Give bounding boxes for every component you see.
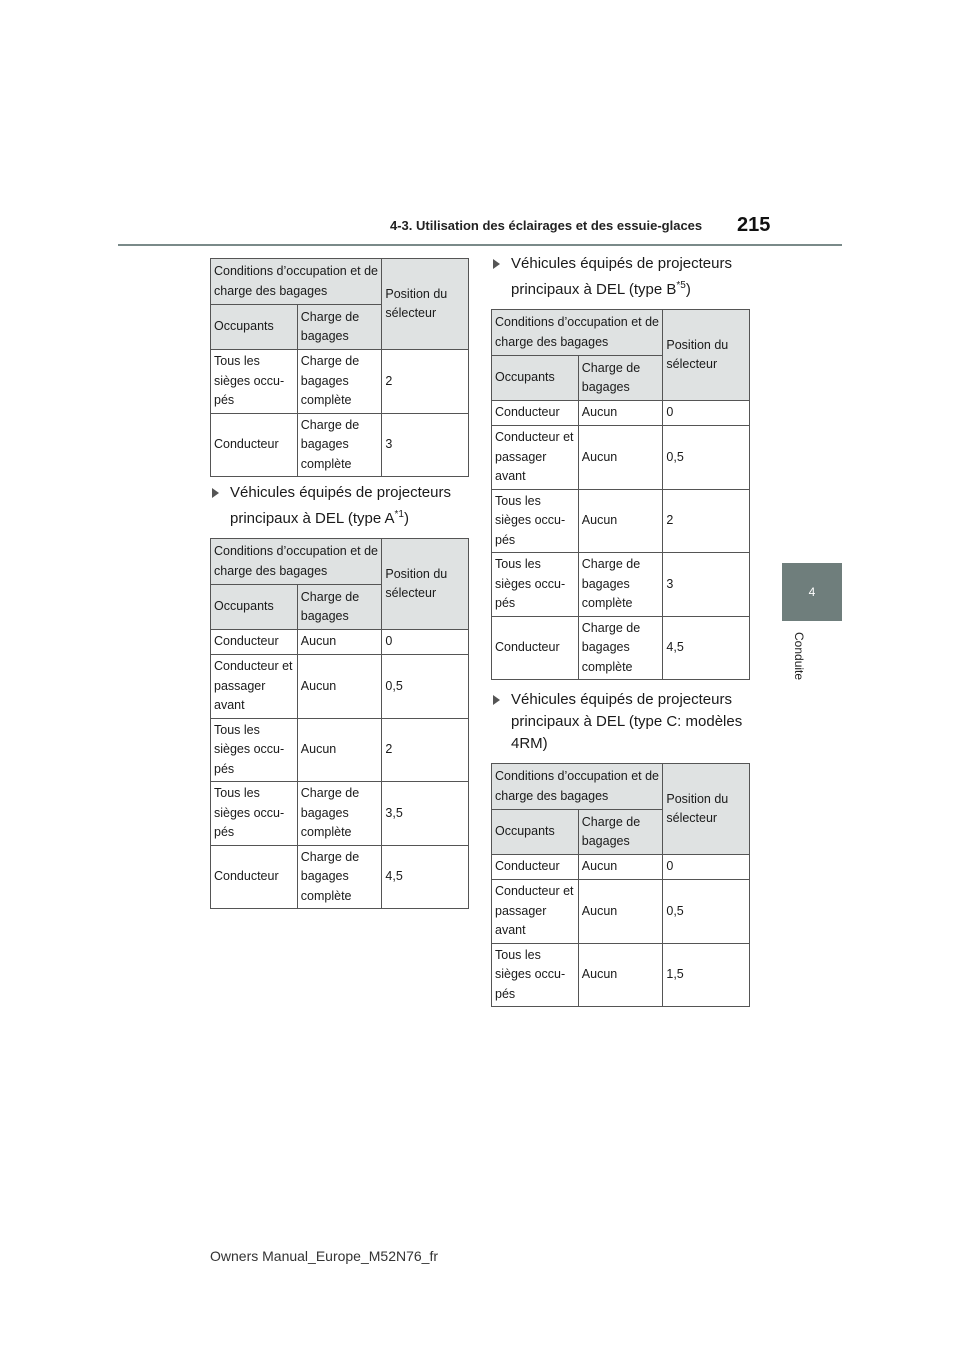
cell-position: 0,5 [663, 426, 750, 490]
cell-occupants: Conducteur [492, 401, 579, 426]
cell-position: 4,5 [382, 845, 469, 909]
cell-charge: Aucun [297, 630, 382, 655]
cell-charge: Aucun [578, 943, 663, 1007]
table-row [211, 782, 469, 846]
table-row [492, 489, 750, 553]
header-position: Position du sélecteur [663, 310, 750, 401]
cell-occupants: Tous les sièges occu-pés [211, 350, 298, 414]
table-type-b [491, 309, 750, 680]
section-a-title: Véhicules équipés de projecteurs principaux à DEL (type $A^{*1}$) [212, 482, 462, 530]
table-row [211, 350, 469, 414]
cell-occupants: Conducteur [211, 413, 298, 477]
table-row [211, 630, 469, 655]
header-charge: Charge de bagages [578, 810, 663, 855]
header-charge: Charge de bagages [578, 356, 663, 401]
cell-position: 0,5 [663, 880, 750, 944]
header-occupants: Occupants [211, 585, 298, 630]
table-row [211, 718, 469, 782]
table-row [492, 880, 750, 944]
table-row [211, 413, 469, 477]
cell-position: 1,5 [663, 943, 750, 1007]
table-top [210, 258, 469, 477]
cell-charge: Charge de bagages complète [297, 350, 382, 414]
header-occupants: Occupants [492, 356, 579, 401]
table-row [492, 426, 750, 490]
header-charge: Charge de bagages [297, 305, 382, 350]
cell-charge: Aucun [578, 426, 663, 490]
section-c-title-text: Véhicules équipés de projecteurs principaux à DEL (type C: modèles 4RM) [511, 691, 743, 752]
cell-charge: Aucun [297, 655, 382, 719]
cell-charge: Aucun [297, 718, 382, 782]
cell-charge: Charge de bagages complète [297, 782, 382, 846]
cell-position: 0 [663, 401, 750, 426]
cell-charge: Aucun [578, 489, 663, 553]
footnote-ref: *1 [394, 509, 404, 520]
table-row [492, 401, 750, 426]
cell-charge: Charge de bagages complète [578, 616, 663, 680]
cell-occupants: Conducteur [492, 855, 579, 880]
header-position: Position du sélecteur [382, 539, 469, 630]
header-position: Position du sélecteur [663, 764, 750, 855]
cell-occupants: Conducteur [211, 845, 298, 909]
cell-position: 2 [382, 718, 469, 782]
cell-occupants: Conducteur et passager avant [492, 426, 579, 490]
section-a-title-text: Véhicules équipés de projecteurs principaux à DEL (type A [230, 484, 451, 527]
cell-occupants: Conducteur et passager avant [492, 880, 579, 944]
cell-occupants: Conducteur [492, 616, 579, 680]
cell-position: 0 [663, 855, 750, 880]
cell-charge: Charge de bagages complète [297, 845, 382, 909]
cell-position: 3,5 [382, 782, 469, 846]
page-number: 215 [737, 214, 771, 236]
header-occupants: Occupants [492, 810, 579, 855]
table-row [492, 616, 750, 680]
header-conditions: Conditions d’occupation et de charge des bagages [211, 259, 382, 305]
cell-occupants: Tous les sièges occu-pés [492, 489, 579, 553]
table-type-c [491, 763, 750, 1007]
header-conditions: Conditions d’occupation et de charge des bagages [492, 764, 663, 810]
table-row [492, 855, 750, 880]
cell-position: 2 [382, 350, 469, 414]
cell-occupants: Tous les sièges occu-pés [211, 782, 298, 846]
cell-position: 0 [382, 630, 469, 655]
cell-charge: Charge de bagages complète [578, 553, 663, 617]
header-rule [118, 244, 842, 246]
cell-position: 0,5 [382, 655, 469, 719]
header-occupants: Occupants [211, 305, 298, 350]
cell-position: 4,5 [663, 616, 750, 680]
cell-position: 3 [663, 553, 750, 617]
header-conditions: Conditions d’occupation et de charge des bagages [492, 310, 663, 356]
cell-charge: Aucun [578, 880, 663, 944]
bullet-triangle-icon [493, 259, 500, 269]
table-row [492, 943, 750, 1007]
cell-occupants: Conducteur et passager avant [211, 655, 298, 719]
cell-occupants: Tous les sièges occu-pés [211, 718, 298, 782]
header-title: 4-3. Utilisation des éclairages et des essuie-glaces [390, 218, 703, 233]
cell-charge: Aucun [578, 855, 663, 880]
cell-charge: Charge de bagages complète [297, 413, 382, 477]
cell-occupants: Tous les sièges occu-pés [492, 943, 579, 1007]
cell-position: 3 [382, 413, 469, 477]
chapter-label: Conduite [792, 632, 806, 681]
section-c-title [493, 689, 755, 755]
footnote-ref: *5 [676, 280, 686, 291]
section-b-title-text: Véhicules équipés de projecteurs principaux à DEL (type B [511, 255, 732, 298]
table-row [211, 845, 469, 909]
chapter-number: 4 [808, 585, 816, 599]
table-type-a [210, 538, 469, 909]
chapter-tab [782, 563, 842, 621]
header-conditions: Conditions d’occupation et de charge des bagages [211, 539, 382, 585]
cell-occupants: Tous les sièges occu-pés [492, 553, 579, 617]
cell-occupants: Conducteur [211, 630, 298, 655]
table-row [492, 553, 750, 617]
cell-position: 2 [663, 489, 750, 553]
bullet-triangle-icon [212, 488, 219, 498]
cell-charge: Aucun [578, 401, 663, 426]
header-charge: Charge de bagages [297, 585, 382, 630]
header-position: Position du sélecteur [382, 259, 469, 350]
footer-text: Owners Manual_Europe_M52N76_fr [210, 1248, 439, 1264]
table-row [211, 655, 469, 719]
section-b-title: Véhicules équipés de projecteurs principaux à DEL (type $B^{*5}$) [493, 253, 753, 301]
bullet-triangle-icon [493, 695, 500, 705]
